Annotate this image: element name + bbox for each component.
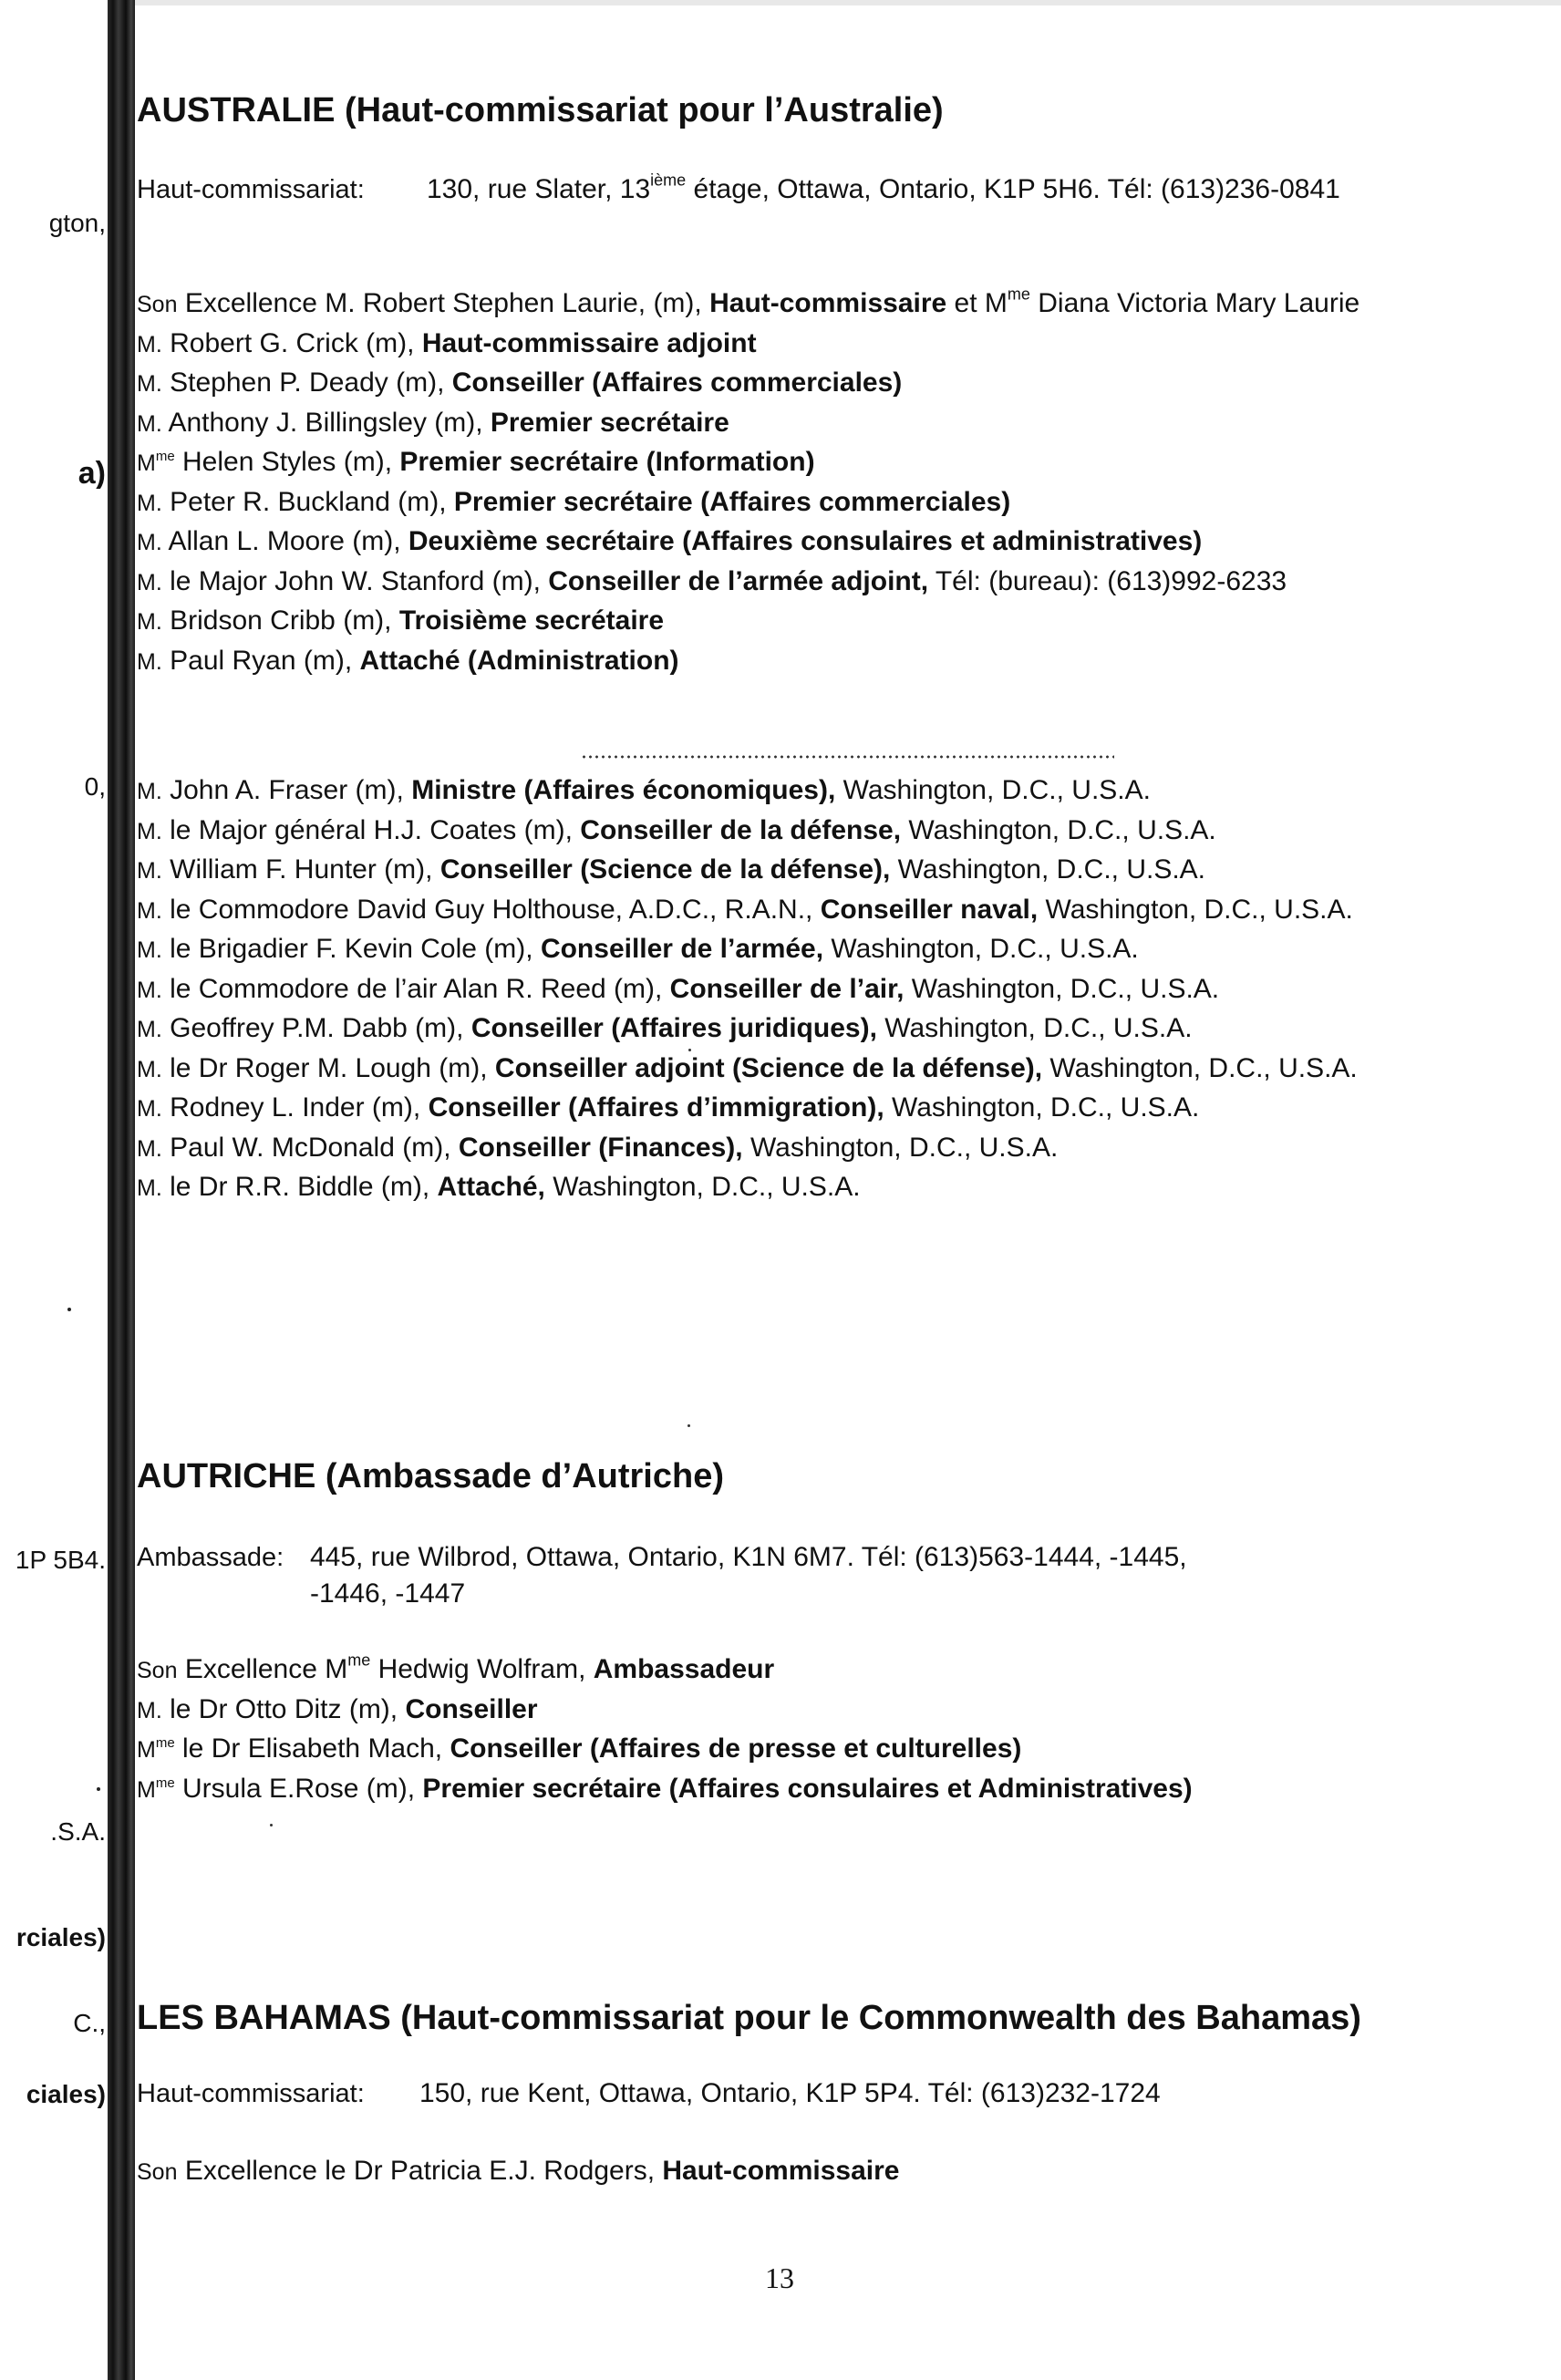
entry-prefix: M. (137, 371, 162, 397)
entry-prefix: M. (137, 897, 162, 924)
entry-prefix: $M^{me}$ (137, 448, 175, 476)
entry-text: Excellence $M^{me}$ Hedwig Wolfram, Ambassadeur (184, 1650, 775, 1684)
list-item (137, 563, 1459, 603)
entry-text: le Brigadier F. Kevin Cole (m), Conseiller de l’armée, Washington, D.C., U.S.A. (170, 934, 1139, 964)
entry-text: le Commodore de l’air Alan R. Reed (m), Conseiller de l’air, Washington, D.C., U.S.A. (170, 973, 1220, 1004)
margin-speck (67, 1308, 71, 1311)
entry-text: le Dr Elisabeth Mach, Conseiller (Affaires de presse et culturelles) (182, 1733, 1022, 1764)
entry-text: Ursula E.Rose (m), Premier secrétaire (Affaires consulaires et Administratives) (182, 1773, 1193, 1804)
list-item (137, 930, 1459, 970)
page-number: 13 (765, 2261, 794, 2294)
list-item (137, 602, 1459, 642)
entry-prefix: M. (137, 1096, 162, 1122)
list-item (137, 2152, 1459, 2192)
list-item (137, 325, 1459, 365)
entry-text: Paul W. McDonald (m), Conseiller (Finances), Washington, D.C., U.S.A. (170, 1132, 1059, 1163)
list-item (137, 891, 1459, 931)
entry-prefix: M. (137, 569, 162, 595)
entry-prefix: M. (137, 648, 162, 675)
list-item (137, 1089, 1459, 1129)
margin-fragment: rciales) (16, 1923, 106, 1951)
entry-prefix: M. (137, 490, 162, 516)
list-item (137, 285, 1459, 325)
list-item (137, 523, 1459, 563)
entry-text: le Commodore David Guy Holthouse, A.D.C., R.A.N., Conseiller naval, Washington, D.C., U.S.A. (170, 894, 1353, 925)
entry-text: le Dr Roger M. Lough (m), Conseiller adjoint (Science de la défense), Washington, D.C., U.S.A. (170, 1052, 1358, 1083)
page-speck (270, 1824, 273, 1826)
entry-prefix: M. (137, 410, 162, 437)
entry-text: le Dr R.R. Biddle (m), Attaché, Washington, D.C., U.S.A. (170, 1172, 861, 1202)
entry-text: le Dr Otto Ditz (m), Conseiller (170, 1693, 538, 1724)
address-text: 130, rue Slater, 13ième étage, Ottawa, Ontario, K1P 5H6. Tél: (613)236-0841 (427, 171, 1340, 204)
list-item (137, 483, 1459, 523)
entry-text: Anthony J. Billingsley (m), Premier secrétaire (168, 407, 729, 438)
page-speck (687, 1424, 690, 1427)
list-item (137, 771, 1459, 812)
entry-prefix: $M^{me}$ (137, 1775, 175, 1803)
entry-text: Excellence le Dr Patricia E.J. Rodgers, Haut-commissaire (184, 2156, 900, 2186)
staff-list-bahamas (137, 2152, 1459, 2192)
address-label: Ambassade: (137, 1543, 284, 1572)
address-label: Haut-commissariat: (137, 175, 365, 204)
margin-fragment: a) (78, 458, 106, 489)
entry-text: Bridson Cribb (m), Troisième secrétaire (170, 605, 665, 636)
list-item (137, 1009, 1459, 1050)
staff-list-austria (137, 1650, 1459, 1809)
entry-text: Peter R. Buckland (m), Premier secrétaire (Affaires commerciales) (170, 486, 1011, 517)
list-item (137, 1770, 1459, 1810)
staff-list-australia (137, 285, 1459, 681)
list-item (137, 364, 1459, 404)
list-item (137, 970, 1459, 1010)
entry-prefix: M. (137, 1175, 162, 1201)
section-heading-austria: AUTRICHE (Ambassade d’Autriche) (137, 1457, 724, 1495)
entry-prefix: M. (137, 1017, 162, 1042)
margin-speck (97, 1787, 100, 1791)
top-edge (135, 0, 1561, 5)
entry-text: John A. Fraser (m), Ministre (Affaires économiques), Washington, D.C., U.S.A. (170, 775, 1151, 805)
entry-prefix: M. (137, 1056, 162, 1082)
list-item (137, 1168, 1459, 1208)
list-item (137, 812, 1459, 852)
list-item (137, 404, 1459, 444)
dotted-separator (581, 755, 1114, 759)
entry-prefix: M. (137, 818, 162, 844)
entry-text: Stephen P. Deady (m), Conseiller (Affaires commerciales) (170, 367, 903, 398)
entry-prefix: Son (137, 1658, 178, 1683)
entry-text: Helen Styles (m), Premier secrétaire (Information) (182, 447, 815, 477)
margin-fragment: 1P 5B4. (15, 1546, 106, 1574)
entry-text: Rodney L. Inder (m), Conseiller (Affaires d’immigration), Washington, D.C., U.S.A. (170, 1092, 1200, 1123)
list-item (137, 1691, 1459, 1731)
entry-prefix: M. (137, 779, 162, 804)
entry-text: le Major John W. Stanford (m), Conseiller de l’armée adjoint, Tél: (bureau): (613)992-6233 (170, 565, 1287, 596)
entry-text: William F. Hunter (m), Conseiller (Science de la défense), Washington, D.C., U.S.A. (170, 854, 1206, 885)
margin-fragment: ciales) (26, 2080, 106, 2108)
binding-spine (108, 0, 135, 2380)
entry-text: Allan L. Moore (m), Deuxième secrétaire (Affaires consulaires et administratives) (168, 526, 1203, 556)
entry-text: le Major général H.J. Coates (m), Conseiller de la défense, Washington, D.C., U.S.A. (170, 814, 1216, 845)
list-item (137, 1650, 1459, 1691)
entry-prefix: M. (137, 609, 162, 635)
list-item (137, 642, 1459, 682)
washington-staff-list-australia (137, 771, 1459, 1208)
entry-prefix: Son (137, 292, 178, 317)
entry-prefix: M. (137, 977, 162, 1003)
entry-prefix: $M^{me}$ (137, 1734, 175, 1763)
margin-fragment: gton, (48, 209, 106, 237)
entry-prefix: M. (137, 331, 162, 357)
entry-prefix: M. (137, 1135, 162, 1162)
address-text: 150, rue Kent, Ottawa, Ontario, K1P 5P4. Tél: (613)232-1724 (419, 2078, 1161, 2108)
entry-prefix: M. (137, 530, 162, 555)
entry-text: Paul Ryan (m), Attaché (Administration) (170, 645, 679, 676)
section-heading-australia: AUSTRALIE (Haut-commissariat pour l’Australie) (137, 91, 944, 129)
entry-prefix: M. (137, 1697, 162, 1723)
list-item (137, 443, 1459, 483)
list-item (137, 1730, 1459, 1770)
entry-prefix: M. (137, 858, 162, 884)
list-item (137, 1129, 1459, 1169)
entry-prefix: Son (137, 2159, 178, 2185)
margin-fragment: C., (73, 2009, 106, 2037)
margin-fragment: 0, (84, 772, 106, 801)
entry-text: Robert G. Crick (m), Haut-commissaire adjoint (170, 327, 757, 358)
entry-text: Geoffrey P.M. Dabb (m), Conseiller (Affaires juridiques), Washington, D.C., U.S.A. (170, 1013, 1193, 1043)
list-item (137, 1050, 1459, 1090)
list-item (137, 851, 1459, 891)
address-text: 445, rue Wilbrod, Ottawa, Ontario, K1N 6M7. Tél: (613)563-1444, -1445, -1446, -1447 (310, 1542, 1187, 1609)
entry-text: Excellence M. Robert Stephen Laurie, (m), Haut-commissaire et $M^{me}$ Diana Victoria Mary Laurie (184, 285, 1360, 318)
address-label: Haut-commissariat: (137, 2079, 365, 2108)
margin-fragment: .S.A. (50, 1817, 106, 1846)
section-heading-bahamas: LES BAHAMAS (Haut-commissariat pour le Commonwealth des Bahamas) (137, 1999, 1361, 2037)
page-speck (688, 1049, 691, 1051)
entry-prefix: M. (137, 937, 162, 963)
